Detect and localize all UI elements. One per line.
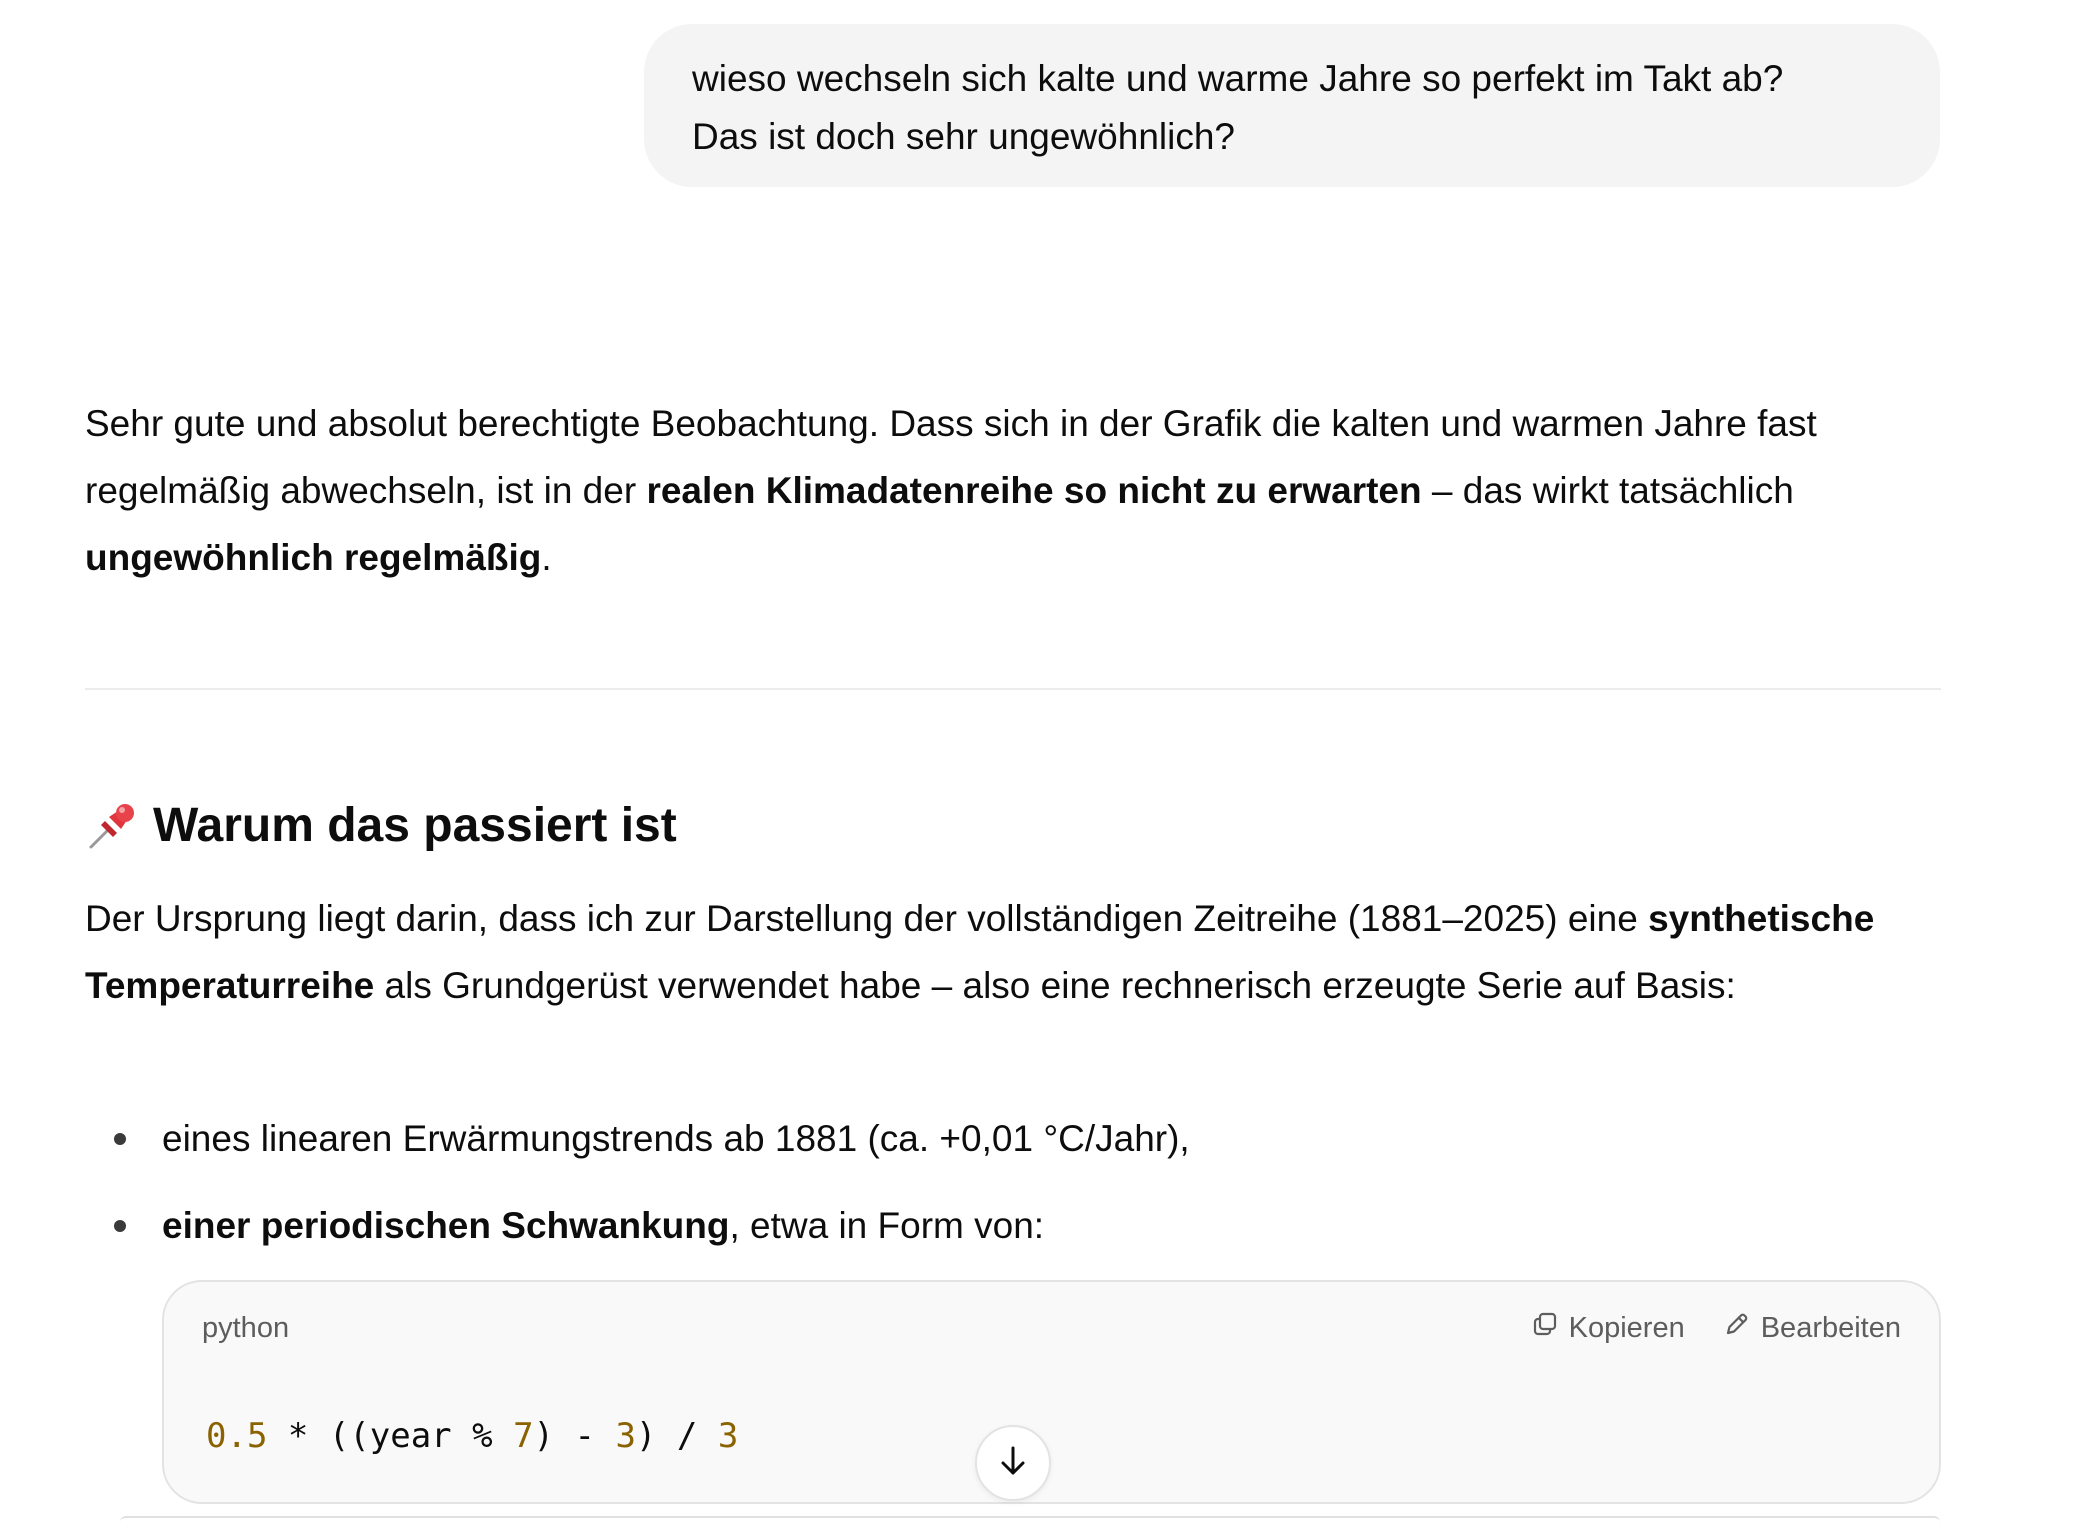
bullet-text: , etwa in Form von:: [729, 1205, 1045, 1246]
code-language-label: python: [202, 1311, 290, 1344]
intro-bold-2: ungewöhnlich regelmäßig: [85, 537, 542, 578]
composer-top-edge: [120, 1516, 1940, 1522]
section-bold-1: synthetische Temperaturreihe: [85, 898, 1875, 1006]
scroll-to-bottom-button[interactable]: [975, 1425, 1051, 1501]
section-heading-text: Warum das passiert ist: [153, 799, 677, 852]
pencil-icon: [1723, 1310, 1751, 1346]
section-text-2: als Grundgerüst verwendet habe – also eine rechnerisch erzeugte Serie auf Basis:: [374, 965, 1736, 1006]
bullet-bold: einer periodischen Schwankung: [162, 1205, 730, 1246]
code-text: * ((year %: [267, 1416, 514, 1456]
code-actions: [1531, 1310, 1901, 1346]
user-message-bubble: [644, 24, 1940, 187]
bullet-dot: [114, 1133, 126, 1145]
bullet-text: eines linearen Erwärmungstrends ab 1881 (ca. +0,01 °C/Jahr),: [162, 1118, 1190, 1159]
intro-bold-1: realen Klimadatenreihe so nicht zu erwarten: [646, 470, 1422, 511]
intro-text-3: .: [541, 537, 552, 578]
intro-text-1: Sehr gute und absolut berechtigte Beobachtung. Dass sich in der Grafik die kalten und warmen Jahre fast regelmäßig abwechseln, ist in der: [85, 403, 1817, 511]
code-block: [162, 1280, 1941, 1504]
section-text-1: Der Ursprung liegt darin, dass ich zur Darstellung der vollständigen Zeitreihe (1881–2025) eine: [85, 898, 1649, 939]
list-item: [85, 1105, 1941, 1192]
user-message-line-1: wieso wechseln sich kalte und warme Jahre so perfekt im Takt ab?: [692, 58, 1784, 99]
code-header: [202, 1308, 1901, 1348]
list-item: [85, 1192, 1941, 1279]
user-message-line-2: Das ist doch sehr ungewöhnlich?: [692, 116, 1235, 157]
copy-button[interactable]: [1531, 1310, 1685, 1346]
bullet-list: [85, 1105, 1941, 1279]
copy-icon: [1531, 1310, 1559, 1346]
section-paragraph: [85, 885, 1941, 1019]
edit-label: Bearbeiten: [1760, 1311, 1901, 1344]
copy-label: Kopieren: [1568, 1311, 1685, 1344]
code-number: 0.5: [206, 1416, 268, 1456]
code-text: ) -: [533, 1416, 616, 1456]
code-number: 7: [513, 1416, 534, 1456]
code-number: 3: [615, 1416, 636, 1456]
intro-text-2: – das wirkt tatsächlich: [1421, 470, 1794, 511]
section-divider: [85, 688, 1941, 690]
assistant-intro-paragraph: [85, 390, 1941, 591]
bullet-dot: [114, 1220, 126, 1232]
code-text: ) /: [635, 1416, 718, 1456]
code-line: [206, 1412, 738, 1460]
section-heading: [85, 790, 677, 862]
edit-button[interactable]: [1723, 1310, 1901, 1346]
pushpin-icon: [85, 799, 139, 853]
code-number: 3: [717, 1416, 739, 1456]
arrow-down-icon: [994, 1442, 1032, 1485]
